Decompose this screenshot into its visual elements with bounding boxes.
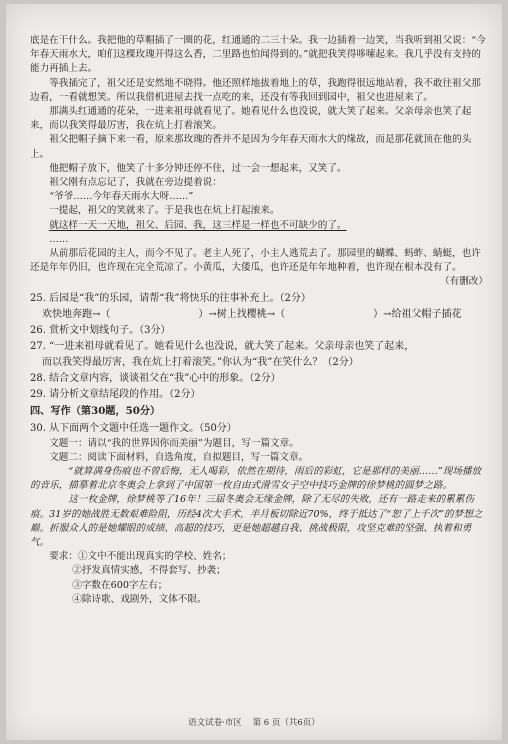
material-paragraph: 这一枚金牌，徐梦桃等了16年！三届冬奥会无缘金牌，除了无尽的失败，还有一路走来的累累伤痕。31岁的她战胜无数艰难险阻，历经4次大手术，半月板切除近70%，终于抵达了“恕了上千次”的梦想之巅。折服众人的是她耀眼的成绩、高超的技巧，更是她超越自我、挑战极限，攻坚克难的坚强、执着和勇气。	[30, 494, 483, 549]
footer-subject: 语文试卷·市区	[188, 718, 242, 728]
question-30: 30. 从下面两个文题中任选一题作文。（50分）	[30, 422, 237, 434]
passage-paragraph: 祖父把帽子摘下来一看，原来那玫瑰的香并不是因为今年春天雨水大的缘故，而是那花就顶在他的头上。	[30, 134, 472, 160]
question-28: 28. 结合文章内容，谈谈祖父在“我”心中的形象。（2分）	[30, 372, 281, 384]
passage-paragraph: 底是在干什么。我把他的草帽插了一圈的花，红通通的二三十朵。我一边插着一边笑，当我听到祖父说：“今年春天雨水大，咱们这棵玫瑰开得这么香，二里路也怕闻得到的。”就把我笑得哆嗦起来。我几乎没有支持的能力再插上去。	[30, 35, 486, 75]
topic-two: 文题二：阅读下面材料，自选角度，自拟题目，写一篇文章。	[49, 451, 309, 463]
passage-note: （有删改）	[440, 276, 488, 288]
passage-ellipsis: ……	[49, 233, 69, 245]
question-27-line2: 而以我笑得最厉害，我在炕上打着滚笑。”你认为“我”在笑什么？（2分）	[42, 356, 359, 368]
passage-paragraph: 从前那后花园的主人，而今不见了。老主人死了，小主人逃荒去了。那园里的蝴蝶、蚂蚱、蜻蜓，也许还是年年仍旧，也许现在完全荒凉了。小黄瓜，大倭瓜，也许还是年年地种着，也许现在根本没有了。	[30, 248, 481, 274]
flow-step-1: 欢快地奔跑→（	[42, 308, 111, 320]
question-27-line1: 27. “一进来祖母就看见了。她看见什么也没说，就大笑了起来。父亲母亲也笑了起来，	[30, 340, 415, 352]
question-25: 25. 后园是“我”的乐园，请帮“我”将快乐的往事补充上。（2分）	[30, 292, 311, 304]
section-writing-heading: 四、写作（第30题，50分）	[30, 404, 161, 417]
question-29: 29. 请分析文章结尾段的作用。（2分）	[30, 388, 201, 400]
passage-paragraph: 那满头红通通的花朵，一进来祖母就看见了。她看见什么也没说，就大笑了起来。父亲母亲也笑了起来，而以我笑得最厉害，我在炕上打着滚笑。	[30, 106, 472, 132]
requirements-label: 要求：①文中不能出现真实的学校、姓名；	[49, 551, 232, 563]
requirement-item: ②抒发真情实感，不得套写、抄袭；	[72, 565, 226, 577]
passage-paragraph: 等我插完了，祖父还是安然地不晓得。他还照样地拔着地上的草，我跑得很远地站着，我不敢往祖父那边看，一看就想笑。所以我借机进屋去找一点吃的来，还没有等我回到园中，祖父也进屋来了。	[30, 77, 481, 103]
passage-paragraph: 祖父刚有点忘记了，我就在旁边提着说：	[49, 177, 222, 189]
page-footer	[6, 716, 502, 728]
topic-one: 文题一：请以“我的世界因你而美丽”为题目，写一篇文章。	[49, 437, 299, 449]
requirement-item: ④除诗歌、戏剧外，文体不限。	[72, 593, 207, 605]
material-paragraph: “就算满身伤痕也不曾后悔，无人喝彩，依然在期待，雨后的彩虹，它是那样的美丽……”现场播放的音乐，描摹着北京冬奥会上拿到了中国第一枚自由式滑雪女子空中技巧金牌的徐梦桃的圆梦之路。	[30, 466, 482, 492]
question-26: 26. 赏析文中划线句子。（3分）	[30, 324, 171, 336]
passage-paragraph-underlined	[30, 219, 488, 233]
exam-page	[6, 4, 502, 740]
requirement-item: ③字数在600字左右；	[72, 579, 168, 591]
footer-page-number: 第 6 页（共6页）	[252, 718, 320, 728]
passage-paragraph: 他把帽子放下，他笑了十多分钟还停不住，过一会一想起来，又笑了。	[49, 162, 347, 174]
passage-paragraph: 一提起，祖父的笑就来了。于是我也在炕上打起滚来。	[49, 205, 280, 217]
flow-step-2: ）→树上找樱桃→（	[198, 308, 286, 320]
flow-step-3: ）→给祖父帽子插花	[373, 308, 462, 320]
passage-paragraph: “爷爷……今年春天雨水大呀……”	[49, 191, 194, 203]
page-content	[30, 34, 488, 607]
underlined-sentence: 就这样一天一天地，祖父、后园、我，这三样是一样也不可缺少的了。	[49, 219, 347, 231]
question-25-flow	[30, 307, 488, 322]
